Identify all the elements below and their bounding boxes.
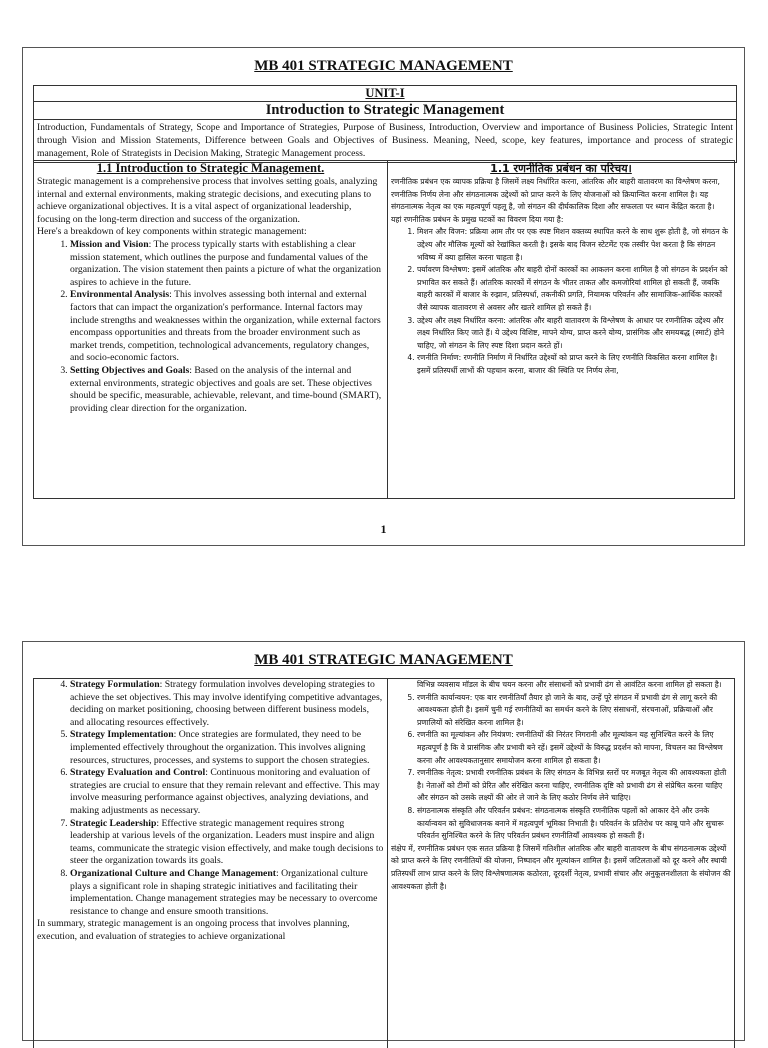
- list-item-title: Environmental Analysis: [70, 289, 170, 301]
- list-item-text: : Organizational culture plays a significant role in shaping strategic initiatives and facilitating their implementation. Change management strategies may be necessary to overcome resistance to change and ensure smooth transitions.: [70, 867, 378, 917]
- english-component-list: [37, 679, 384, 918]
- list-item: 5. रणनीति कार्यान्वयन: एक बार रणनीतियाँ तैयार हो जाने के बाद, उन्हें पूरे संगठन में प्रभावी ढंग से लागू करने की आवश्यकता होती है। इसमें चुनी गई रणनीतियों का समर्थन करने के लिए संसाधनों, संरचनाओं, प्रक्रियाओं और प्रणालियों को संरेखित करना शामिल है।: [417, 692, 731, 730]
- content-columns-page-1: [33, 160, 735, 499]
- list-item-text: : Strategy formulation involves developing strategies to achieve the set objectives. This may involve identifying competitive advantages, deciding on market positioning, choosing between different business models, and allocating resources effectively.: [70, 679, 383, 728]
- page-number: 1: [380, 522, 387, 536]
- list-item: 7. रणनीतिक नेतृत्व: प्रभावी रणनीतिक प्रबंधन के लिए संगठन के विभिन्न स्तरों पर मजबूत नेतृत्व की आवश्यकता होती है। नेताओं को टीमों को प्रेरित और संरेखित करना चाहिए, रणनीतिक दृष्टि को प्रभावी ढंग से संप्रेषित करना चाहिए और संगठन को उसके लक्ष्यों की ओर ले जाने के लिए कठोर निर्णय लेने चाहिए।: [417, 767, 731, 805]
- list-item: [70, 365, 384, 415]
- list-item-title: Strategy Evaluation and Control: [70, 767, 206, 779]
- list-item-title: Setting Objectives and Goals: [70, 364, 190, 376]
- list-item: [70, 818, 384, 868]
- document-page-1: [22, 47, 745, 546]
- hindi-column: [388, 679, 734, 1048]
- list-item-text: : Based on the analysis of the internal and external environments, strategic objectives and goals are set. These objectives should be specific, measurable, achievable, relevant, and time-bound (SMART), providing clear direction for the organization.: [70, 364, 382, 414]
- english-section-heading: 1.1 Introduction to Strategic Management.: [96, 161, 325, 175]
- list-item-title: Mission and Vision: [70, 238, 149, 250]
- list-item: [70, 767, 384, 817]
- list-item-title: Strategy Implementation: [70, 729, 174, 741]
- unit-header-box: [33, 85, 737, 163]
- list-item: 6. रणनीति का मूल्यांकन और नियंत्रण: रणनीतियों की निरंतर निगरानी और मूल्यांकन यह सुनिश्चित करने के लिए महत्वपूर्ण है कि वे प्रासंगिक और प्रभावी बने रहें। इसमें उद्देश्यों के विरुद्ध प्रदर्शन को मापना, विचलन का विश्लेषण करना और आवश्यकतानुसार समायोजन करना शामिल हो सकता है।: [417, 729, 731, 767]
- list-item-text: : This involves assessing both internal and external factors that can impact the organization's performance. Internal factors may include strengths and weaknesses within the organization, while external factors encompass opportunities and threats from the broader environment such as market trends, competition, technological advancements, regulatory changes, and socio-economic factors.: [70, 289, 381, 364]
- list-item: 4. रणनीति निर्माण: रणनीति निर्माण में निर्धारित उद्देश्यों को प्राप्त करने के लिए रणनीति विकसित करना शामिल है। इसमें प्रतिस्पर्धी लाभों की पहचान करना, बाजार की स्थिति पर निर्णय लेना,: [417, 352, 731, 377]
- hindi-intro-paragraph: रणनीतिक प्रबंधन एक व्यापक प्रक्रिया है जिसमें लक्ष्य निर्धारित करना, आंतरिक और बाहरी वातावरण का विश्लेषण करना, रणनीतिक निर्णय लेना और संगठनात्मक उद्देश्यों को प्राप्त करने के लिए योजनाओं को क्रियान्वित करना शामिल है। यह संगठनात्मक नेतृत्व का एक महत्वपूर्ण पहलू है, जो संगठन की दीर्घकालिक दिशा और सफलता पर ध्यान केंद्रित करता है।: [390, 177, 720, 212]
- list-item-title: Strategy Formulation: [70, 679, 160, 690]
- list-item-title: Strategic Leadership: [70, 817, 157, 829]
- document-page-2: [22, 641, 745, 1041]
- list-item: [70, 679, 384, 729]
- english-summary-paragraph: In summary, strategic management is an ongoing process that involves planning, execution, and evaluation of strategies to achieve organizational: [37, 918, 350, 942]
- english-component-list: [37, 239, 384, 415]
- hindi-section-heading: 1.1 रणनीतिक प्रबंधन का परिचय।: [490, 162, 632, 175]
- list-item: 3. उद्देश्य और लक्ष्य निर्धारित करना: आंतरिक और बाहरी वातावरण के विश्लेषण के आधार पर रणनीतिक उद्देश्य और लक्ष्य निर्धारित किए जाते हैं। ये उद्देश्य विशिष्ट, मापने योग्य, प्राप्त करने योग्य, प्रासंगिक और समयबद्ध (स्मार्ट) होने चाहिए, जो संगठन के लिए स्पष्ट दिशा प्रदान करते हों।: [417, 315, 731, 353]
- list-item-text: : The process typically starts with establishing a clear mission statement, which outlines the purpose and fundamental values of the organization. The vision statement then paints a picture of what the organization aspires to achieve in the future.: [70, 238, 381, 288]
- list-item-title: Organizational Culture and Change Management: [70, 867, 276, 879]
- list-item: [70, 239, 384, 289]
- english-intro-paragraph: Strategic management is a comprehensive process that involves setting goals, analyzing internal and external environments, making strategic decisions, and executing plans to achieve organizational objectives. It is a vital aspect of organizational leadership, focusing on the long-term direction and success of the organization.: [37, 176, 378, 225]
- list-item: 8. संगठनात्मक संस्कृति और परिवर्तन प्रबंधन: संगठनात्मक संस्कृति रणनीतिक पहलों को आकार देने और उनके कार्यान्वयन को सुविधाजनक बनाने में महत्वपूर्ण भूमिका निभाती है। परिवर्तन के प्रतिरोध पर काबू पाने और सुचारू परिवर्तन सुनिश्चित करने के लिए परिवर्तन प्रबंधन रणनीतियाँ आवश्यक हो सकती हैं।: [417, 805, 731, 843]
- list-item: 1. मिशन और विजन: प्रक्रिया आम तौर पर एक स्पष्ट मिशन वक्तव्य स्थापित करने के साथ शुरू होती है, जो संगठन के उद्देश्य और मौलिक मूल्यों को रेखांकित करती है। इसके बाद विजन स्टेटमेंट एक तस्वीर पेश करता है कि संगठन भविष्य में क्या हासिल करना चाहता है।: [417, 226, 731, 264]
- english-column: [34, 161, 388, 498]
- list-item-text: : Continuous monitoring and evaluation of strategies are crucial to ensure that they remain relevant and effective. This may involve measuring performance against objectives, analyzing deviations, and making adjustments as necessary.: [70, 767, 380, 816]
- english-column: [34, 679, 388, 1048]
- hindi-component-list: [391, 226, 731, 377]
- unit-label: UNIT-I: [34, 86, 736, 102]
- list-item: [70, 289, 384, 365]
- unit-topics: Introduction, Fundamentals of Strategy, Scope and Importance of Strategies, Purpose of Business, Introduction, Overview and importance of Business Policies, Strategic Intent through Vision and Mission Statements, Difference between Goals and Objectives of Business. Meaning, Need, scope, key features, importance and process of strategic management, Role of Strategists in Decision Making, Strategic Management process.: [37, 122, 733, 159]
- hindi-breakdown-line: यहां रणनीतिक प्रबंधन के प्रमुख घटकों का विवरण दिया गया है:: [390, 214, 564, 224]
- list-item: 2. पर्यावरण विश्लेषण: इसमें आंतरिक और बाहरी दोनों कारकों का आकलन करना शामिल है जो संगठन के प्रदर्शन को प्रभावित कर सकते हैं। आंतरिक कारकों में संगठन के भीतर ताकत और कमजोरियां शामिल हो सकती हैं, जबकि बाहरी कारकों में बाजार के रुझान, प्रतिस्पर्धा, तकनीकी प्रगति, नियामक परिवर्तन और सामाजिक-आर्थिक कारकों जैसे व्यापक वातावरण से अवसर और खतरे शामिल हो सकते हैं।: [417, 264, 731, 314]
- list-item: [70, 729, 384, 767]
- list-item-text: : Once strategies are formulated, they need to be implemented effectively throughout the organization. This involves aligning resources, structures, processes, and systems to support the chosen strategies.: [70, 729, 370, 766]
- list-item-text: : Effective strategic management requires strong leadership at various levels of the organization. Leaders must inspire and align teams, communicate the strategic vision effectively, and make tough decisions to steer the organization towards its goals.: [70, 817, 384, 867]
- content-columns-page-2: [33, 678, 735, 1048]
- hindi-component-list: [391, 692, 731, 843]
- hindi-summary-paragraph: संक्षेप में, रणनीतिक प्रबंधन एक सतत प्रक्रिया है जिसमें गतिशील आंतरिक और बाहरी वातावरण के बीच संगठनात्मक उद्देश्यों को प्राप्त करने के लिए रणनीतियों की योजना, निष्पादन और मूल्यांकन शामिल है। इसमें जटिलताओं को दूर करने और स्थायी प्रतिस्पर्धी लाभ प्राप्त करने के लिए विश्लेषणात्मक कठोरता, दूरदर्शी नेतृत्व, प्रभावी संचार और अनुकूलनशीलता के संयोजन की आवश्यकता होती है।: [390, 843, 731, 891]
- english-breakdown-line: Here's a breakdown of key components within strategic management:: [37, 226, 307, 238]
- unit-title: Introduction to Strategic Management: [34, 102, 736, 120]
- document-title: MB 401 STRATEGIC MANAGEMENT: [254, 58, 513, 74]
- hindi-continued-text: विभिन्न व्यवसाय मॉडल के बीच चयन करना और संसाधनों को प्रभावी ढंग से आवंटित करना शामिल हो सकता है।: [416, 680, 722, 689]
- hindi-column: [388, 161, 734, 498]
- document-title: MB 401 STRATEGIC MANAGEMENT: [254, 652, 513, 668]
- list-item: [70, 868, 384, 918]
